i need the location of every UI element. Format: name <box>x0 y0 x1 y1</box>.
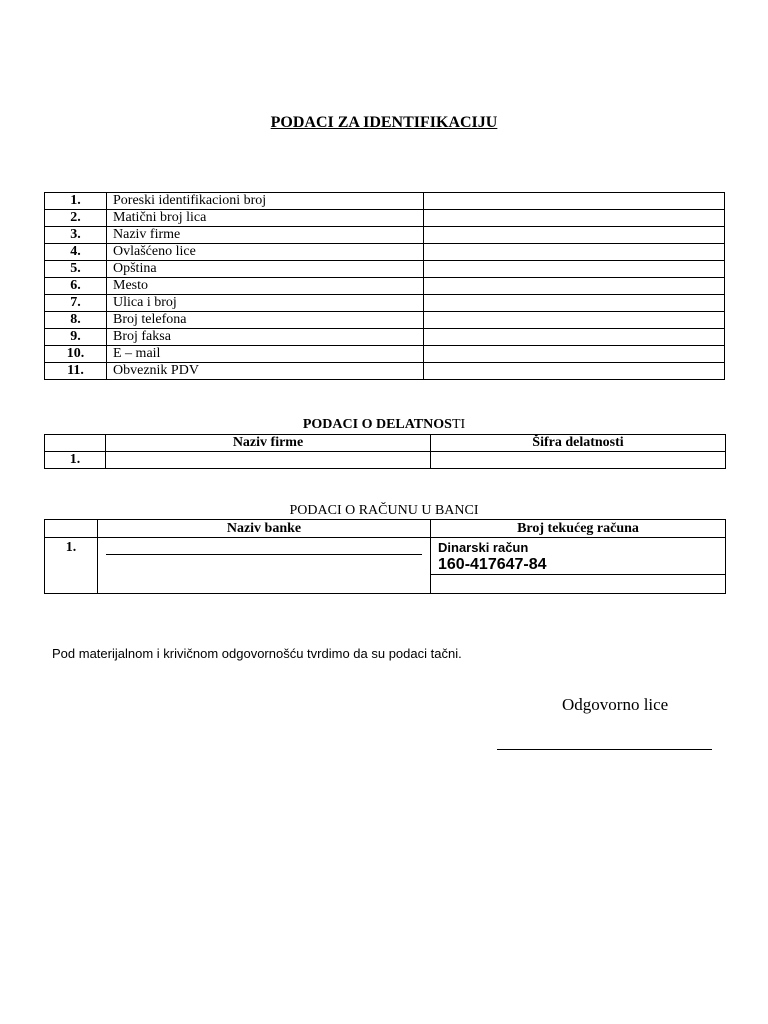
identification-row <box>45 244 725 261</box>
activity-table <box>44 434 726 469</box>
account-number: 160-417647-84 <box>438 556 547 573</box>
bank-table <box>44 519 726 594</box>
identification-row <box>45 227 725 244</box>
row-number: 4. <box>45 244 107 261</box>
bank-header-num <box>45 520 98 538</box>
signature-line[interactable] <box>497 749 712 750</box>
identification-row <box>45 193 725 210</box>
bank-header-name: Naziv banke <box>98 520 431 538</box>
row-label: Naziv firme <box>107 227 424 244</box>
identification-row <box>45 261 725 278</box>
declaration-text: Pod materijalnom i krivičnom odgovornošću tvrdimo da su podaci tačni. <box>52 646 462 661</box>
identification-row <box>45 295 725 312</box>
responsible-person-label: Odgovorno lice <box>562 695 669 714</box>
identification-row <box>45 329 725 346</box>
row-label: Mesto <box>107 278 424 295</box>
row-number: 2. <box>45 210 107 227</box>
activity-row-num: 1. <box>45 452 106 469</box>
account-extra-cell[interactable] <box>431 575 726 594</box>
row-number: 7. <box>45 295 107 312</box>
activity-code-cell[interactable] <box>431 452 726 469</box>
identification-row <box>45 210 725 227</box>
activity-row <box>45 452 726 469</box>
document-title: PODACI ZA IDENTIFIKACIJU <box>270 114 498 131</box>
row-value-cell[interactable] <box>424 193 725 210</box>
account-label: Dinarski račun <box>438 540 529 555</box>
row-number: 6. <box>45 278 107 295</box>
bank-header-row <box>45 520 726 538</box>
bank-row <box>45 538 726 575</box>
row-value-cell[interactable] <box>424 244 725 261</box>
bank-header-account: Broj tekućeg računa <box>431 520 726 538</box>
row-label: E – mail <box>107 346 424 363</box>
row-label: Matični broj lica <box>107 210 424 227</box>
activity-section-title <box>0 417 768 433</box>
row-number: 10. <box>45 346 107 363</box>
bank-name-underline <box>106 554 422 555</box>
row-value-cell[interactable] <box>424 227 725 244</box>
activity-title-bold: PODACI O DELATNOS <box>302 417 452 432</box>
row-label: Ovlašćeno lice <box>107 244 424 261</box>
identification-row <box>45 346 725 363</box>
bank-name-cell[interactable] <box>98 538 431 594</box>
row-number: 3. <box>45 227 107 244</box>
row-number: 11. <box>45 363 107 380</box>
identification-row <box>45 312 725 329</box>
activity-header-name: Naziv firme <box>106 435 431 452</box>
identification-row <box>45 278 725 295</box>
row-label: Broj telefona <box>107 312 424 329</box>
activity-name-cell[interactable] <box>106 452 431 469</box>
row-value-cell[interactable] <box>424 261 725 278</box>
bank-section-title: PODACI O RAČUNU U BANCI <box>289 503 479 518</box>
row-value-cell[interactable] <box>424 295 725 312</box>
bank-row-num: 1. <box>45 538 98 594</box>
activity-header-row <box>45 435 726 452</box>
row-number: 1. <box>45 193 107 210</box>
row-value-cell[interactable] <box>424 312 725 329</box>
row-number: 8. <box>45 312 107 329</box>
activity-header-code: Šifra delatnosti <box>431 435 726 452</box>
row-label: Obveznik PDV <box>107 363 424 380</box>
row-number: 9. <box>45 329 107 346</box>
row-value-cell[interactable] <box>424 346 725 363</box>
row-label: Opština <box>107 261 424 278</box>
row-label: Ulica i broj <box>107 295 424 312</box>
row-value-cell[interactable] <box>424 329 725 346</box>
account-cell[interactable] <box>431 538 726 575</box>
row-value-cell[interactable] <box>424 210 725 227</box>
identification-table <box>44 192 725 380</box>
activity-header-num <box>45 435 106 452</box>
row-number: 5. <box>45 261 107 278</box>
row-value-cell[interactable] <box>424 278 725 295</box>
identification-row <box>45 363 725 380</box>
row-value-cell[interactable] <box>424 363 725 380</box>
row-label: Broj faksa <box>107 329 424 346</box>
activity-title-rest: TI <box>451 417 466 432</box>
row-label: Poreski identifikacioni broj <box>107 193 424 210</box>
